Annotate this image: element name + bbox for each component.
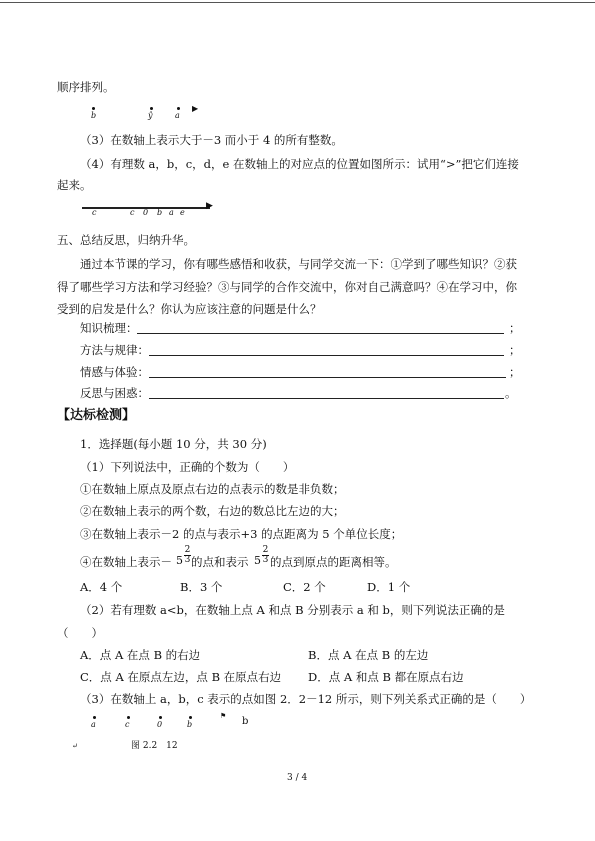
choice-1-statement-4-part1: ④在数轴上表示－ bbox=[80, 555, 172, 569]
fraction-denominator: 3 bbox=[184, 555, 191, 565]
point-a bbox=[93, 716, 96, 719]
point-zero bbox=[159, 716, 162, 719]
point-b bbox=[189, 716, 192, 719]
label-e: e bbox=[180, 208, 185, 217]
label-zero: 0 bbox=[157, 720, 163, 729]
choice-2-stem-line2: （ ） bbox=[57, 626, 103, 640]
choice-1-option-a: A．4 个 bbox=[80, 580, 123, 594]
reflect-blank-method[interactable] bbox=[149, 355, 504, 356]
choice-1-statement-2: ②在数轴上表示的两个数，右边的数总比左边的大； bbox=[80, 504, 345, 518]
choice-2-option-b: B．点 A 在点 B 的左边 bbox=[308, 648, 429, 662]
fraction-whole: 5 bbox=[176, 554, 183, 567]
fraction-denominator: 3 bbox=[262, 555, 269, 565]
choice-1-option-b: B．3 个 bbox=[180, 580, 223, 594]
fraction-numerator: 2 bbox=[184, 545, 191, 555]
fraction bbox=[184, 546, 191, 565]
question-3: （3）在数轴上表示大于－3 而小于 4 的所有整数。 bbox=[80, 133, 343, 147]
arrow-icon: ▶ bbox=[206, 201, 213, 211]
choice-1-statement-4-part3: 的点到原点的距离相等。 bbox=[270, 555, 397, 569]
arrow-icon: ▶ bbox=[192, 104, 199, 113]
choice-2-stem-line1: （2）若有理数 a<b，在数轴上点 A 和点 B 分别表示 a 和 b，则下列说法正确的是 bbox=[80, 603, 505, 617]
choice-1-option-c: C．2 个 bbox=[283, 580, 326, 594]
label-b-right: b bbox=[242, 716, 249, 727]
choice-1-statement-4-part2: 的点和表示 bbox=[191, 555, 249, 569]
reflect-end-confusion: 。 bbox=[505, 386, 517, 400]
fraction bbox=[262, 546, 269, 565]
label-b: b bbox=[91, 111, 97, 120]
fraction-whole: 5 bbox=[254, 554, 261, 567]
fraction-numerator: 2 bbox=[262, 545, 269, 555]
reflect-label-method: 方法与规律： bbox=[80, 343, 149, 357]
reflect-label-emotion: 情感与体验： bbox=[80, 365, 149, 379]
reflect-end-emotion: ； bbox=[509, 365, 521, 379]
reflect-blank-knowledge[interactable] bbox=[137, 333, 504, 334]
label-c1: c bbox=[92, 208, 97, 217]
label-zero: 0 bbox=[143, 208, 149, 217]
choice-1-stem: （1）下列说法中，正确的个数为（ ） bbox=[80, 460, 295, 474]
point-b bbox=[92, 107, 95, 110]
reflect-label-knowledge: 知识梳理： bbox=[80, 321, 138, 335]
label-y: ŷ bbox=[148, 111, 153, 120]
section-5-para-line2: 得了哪些学习方法和学习经验？③与同学的合作交流中，你对自己满意吗？④在学习中，你 bbox=[57, 280, 517, 294]
choice-2-option-c: C．点 A 在原点左边，点 B 在原点右边 bbox=[80, 670, 282, 684]
tick-mark-icon: ↵ bbox=[72, 742, 78, 750]
label-a: a bbox=[175, 111, 180, 120]
reflect-end-knowledge: ； bbox=[509, 321, 521, 335]
intro-tail: 顺序排列。 bbox=[57, 80, 115, 94]
choice-1-statement-1: ①在数轴上原点及原点右边的点表示的数是非负数； bbox=[80, 482, 345, 496]
page-number: 3 / 4 bbox=[287, 773, 308, 783]
reflect-blank-emotion[interactable] bbox=[149, 377, 506, 378]
choice-1-statement-3: ③在数轴上表示－2 的点与表示+3 的点距离为 5 个单位长度； bbox=[80, 527, 403, 541]
point-y bbox=[150, 107, 153, 110]
page-top-border bbox=[0, 2, 595, 3]
label-c: c bbox=[125, 720, 130, 729]
section-5-para-line1: 通过本节课的学习，你有哪些感悟和收获，与同学交流一下：①学到了哪些知识？②获 bbox=[80, 257, 517, 271]
flag-icon: ⚑ bbox=[220, 712, 227, 720]
figure-3-caption: 图 2.2 12 bbox=[131, 741, 178, 751]
reflect-label-confusion: 反思与困惑： bbox=[80, 386, 149, 400]
question-4-line2: 起来。 bbox=[57, 178, 92, 192]
point-a bbox=[177, 107, 180, 110]
test-section-title: 【达标检测】 bbox=[57, 408, 136, 423]
label-b: b bbox=[187, 720, 193, 729]
label-a: a bbox=[91, 720, 96, 729]
choice-2-option-d: D．点 A 和点 B 都在原点右边 bbox=[308, 670, 464, 684]
section-5-title: 五、总结反思，归纳升华。 bbox=[57, 233, 195, 247]
question-4-line1: （4）有理数 a，b，c，d，e 在数轴上的对应点的位置如图所示：试用“>”把它们连接 bbox=[80, 157, 519, 171]
point-c bbox=[127, 716, 130, 719]
label-b: b bbox=[157, 208, 163, 217]
label-a: a bbox=[169, 208, 174, 217]
reflect-blank-confusion[interactable] bbox=[149, 398, 504, 399]
choice-3-stem: （3）在数轴上 a，b，c 表示的点如图 2．2－12 所示，则下列关系式正确的是（ ） bbox=[80, 692, 532, 706]
section-5-para-line3: 受到的启发是什么？你认为应该注意的问题是什么？ bbox=[57, 302, 322, 316]
choice-title: 1．选择题(每小题 10 分，共 30 分) bbox=[80, 437, 267, 451]
reflect-end-method: ； bbox=[509, 343, 521, 357]
label-c2: c bbox=[130, 208, 135, 217]
choice-2-option-a: A．点 A 在点 B 的右边 bbox=[80, 648, 201, 662]
choice-1-option-d: D．1 个 bbox=[367, 580, 411, 594]
